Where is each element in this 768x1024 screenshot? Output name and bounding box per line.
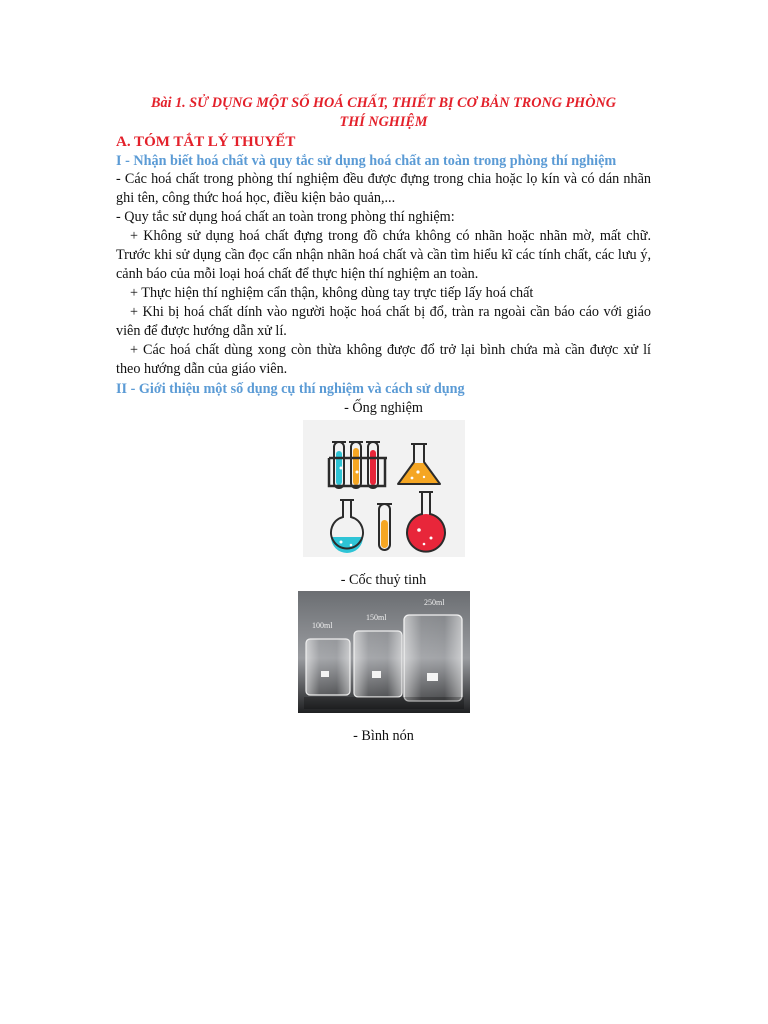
lesson-title-line-1: Bài 1. SỬ DỤNG MỘT SỐ HOÁ CHẤT, THIẾT BỊ CƠ BẢN TRONG PHÒNG <box>151 95 616 111</box>
beaker-label-150ml: 150ml <box>365 613 386 622</box>
safety-rule-2: + Thực hiện thí nghiệm cẩn thận, không dùng tay trực tiếp lấy hoá chất <box>130 285 534 301</box>
safety-rule-1: + Không sử dụng hoá chất đựng trong đồ chứa không có nhãn hoặc nhãn mờ, mất chữ. Trước khi sử dụng cần đọc cẩn nhận nhãn hoá chất và cần tìm hiểu kĩ các tính chất, các lưu ý, cảnh báo của mỗi loại hoá chất để thực hiện thí nghiệm an toàn. <box>116 228 651 282</box>
lesson-title <box>116 94 651 132</box>
paragraph-chemical-storage: - Các hoá chất trong phòng thí nghiệm đều được đựng trong chia hoặc lọ kín và có dán nhãn ghi tên, công thức hoá học, điều kiện bảo quản,... <box>116 171 651 206</box>
caption-conical-flask: - Bình nón <box>353 728 414 744</box>
beaker-label-250ml: 250ml <box>423 598 444 607</box>
section-a-heading: A. TÓM TẮT LÝ THUYẾT <box>116 134 296 150</box>
safety-rule-4: + Các hoá chất dùng xong còn thừa không được đổ trở lại bình chứa mà cần được xử lí theo hướng dẫn của giáo viên. <box>116 342 651 377</box>
section-1-heading: I - Nhận biết hoá chất và quy tắc sử dụng hoá chất an toàn trong phòng thí nghiệm <box>116 153 617 169</box>
safety-rule-3: + Khi bị hoá chất dính vào người hoặc hoá chất bị đổ, tràn ra ngoài cần báo cáo với giáo viên để được hướng dẫn xử lí. <box>116 304 651 339</box>
caption-test-tube: - Ống nghiệm <box>344 400 423 416</box>
paragraph-safety-rules-intro: - Quy tắc sử dụng hoá chất an toàn trong phòng thí nghiệm: <box>116 209 455 225</box>
section-2-heading: II - Giới thiệu một số dụng cụ thí nghiệm và cách sử dụng <box>116 381 465 397</box>
beaker-label-100ml: 100ml <box>311 621 332 630</box>
beaker-photo <box>298 591 470 713</box>
lesson-title-line-2: THÍ NGHIỆM <box>339 114 428 130</box>
document-content <box>116 94 651 746</box>
lab-glassware-illustration <box>303 420 465 557</box>
caption-beaker: - Cốc thuỷ tinh <box>340 572 427 588</box>
